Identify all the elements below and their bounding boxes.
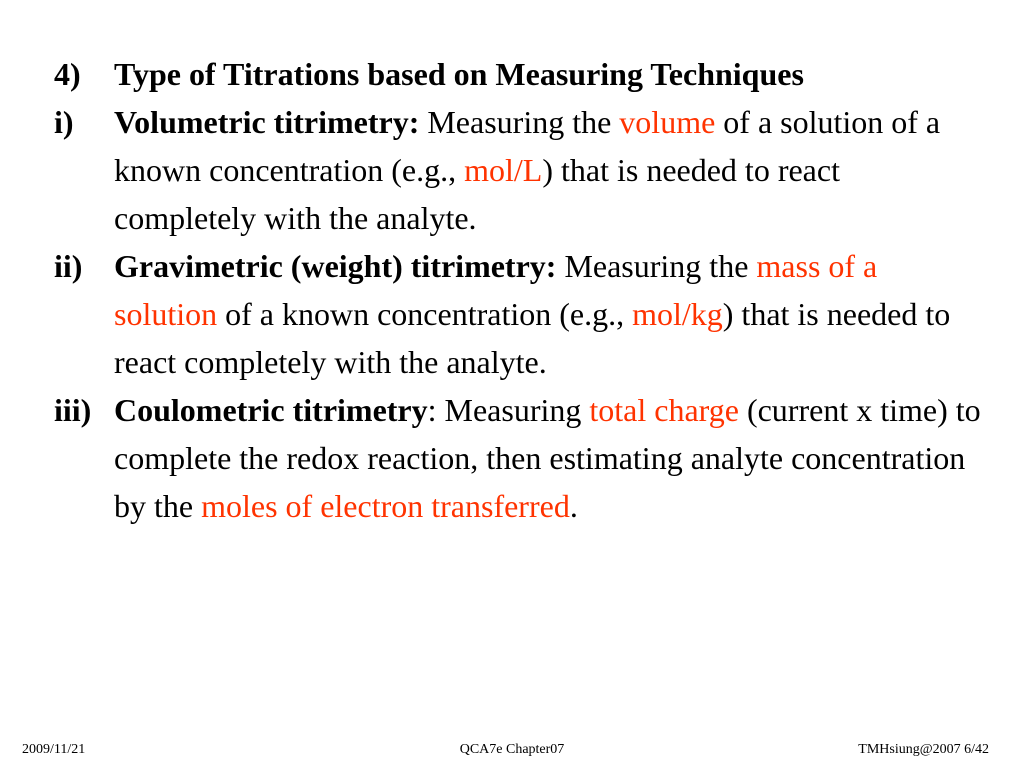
item-text-part: ) that is needed to react completely with the analyte.	[114, 296, 951, 380]
list-item-gravimetric	[54, 242, 984, 386]
slide-body	[54, 50, 984, 530]
item-text-part: : Measuring	[427, 392, 590, 428]
list-item-coulometric	[54, 386, 984, 530]
item-text	[114, 242, 984, 386]
footer-chapter: QCA7e Chapter07	[459, 742, 565, 757]
item-text-part: .	[569, 488, 578, 524]
item-text-part: of a solution of a known concentration (e.g.,	[114, 104, 941, 188]
item-text-part: Measuring the	[556, 248, 757, 284]
heading-number: 4)	[54, 56, 81, 92]
section-heading	[54, 50, 984, 98]
item-text-part: Measuring the	[419, 104, 620, 140]
list-item-volumetric	[54, 98, 984, 242]
footer-author-page: TMHsiung@2007 6/42	[858, 742, 989, 757]
footer-date: 2009/11/21	[22, 742, 86, 757]
item-text-part: (current x time) to complete the redox reaction, then estimating analyte concentration by the	[114, 392, 981, 524]
highlight-text: mol/kg	[632, 296, 723, 332]
item-marker: iii)	[54, 392, 92, 428]
item-text	[114, 386, 984, 530]
item-text-part: ) that is needed to react completely with the analyte.	[114, 152, 840, 236]
item-marker: ii)	[54, 248, 83, 284]
highlight-text: mass of a solution	[114, 248, 878, 332]
highlight-text: volume	[619, 104, 716, 140]
heading-title: Type of Titrations based on Measuring Techniques	[114, 56, 804, 92]
item-term: Volumetric titrimetry:	[114, 104, 420, 140]
item-text-part: of a known concentration (e.g.,	[217, 296, 633, 332]
highlight-text: mol/L	[464, 152, 543, 188]
item-marker: i)	[54, 104, 74, 140]
highlight-text: moles of electron transferred	[201, 488, 570, 524]
item-text	[114, 98, 984, 242]
item-term: Coulometric titrimetry	[114, 392, 428, 428]
item-term: Gravimetric (weight) titrimetry:	[114, 248, 557, 284]
highlight-text: total charge	[589, 392, 739, 428]
